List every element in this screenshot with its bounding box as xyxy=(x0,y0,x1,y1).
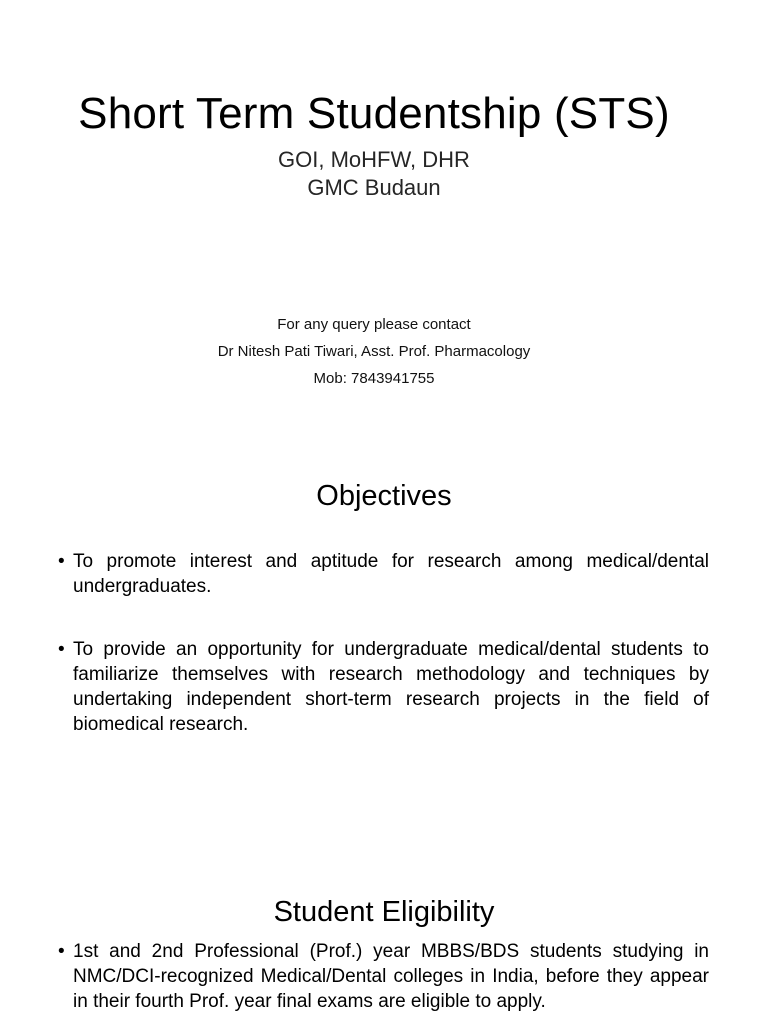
eligibility-item xyxy=(58,939,709,1014)
objective-item xyxy=(58,549,709,599)
objectives-heading: Objectives xyxy=(316,480,452,512)
eligibility-heading: Student Eligibility xyxy=(273,896,495,928)
objective-text: To provide an opportunity for undergraduate medical/dental students to familiarize themselves with research methodology and techniques by undertaking independent short-term research projects in the field of biomedical research. xyxy=(73,639,709,735)
eligibility-text: 1st and 2nd Professional (Prof.) year MBBS/BDS students studying in NMC/DCI-recognized Medical/Dental colleges in India, before they appear in their fourth Prof. year final exams are eligible to apply. xyxy=(73,941,709,1012)
page-title: Short Term Studentship (STS) xyxy=(78,89,670,138)
objective-item xyxy=(58,637,709,737)
bullet-icon: • xyxy=(58,639,65,660)
bullet-icon: • xyxy=(58,941,65,962)
subtitle-college: GMC Budaun xyxy=(307,175,441,200)
contact-intro: For any query please contact xyxy=(277,316,471,333)
objective-text: To promote interest and aptitude for research among medical/dental undergraduates. xyxy=(73,551,709,597)
subtitle-organizations: GOI, MoHFW, DHR xyxy=(278,147,470,172)
contact-phone: Mob: 7843941755 xyxy=(313,370,435,387)
bullet-icon: • xyxy=(58,551,65,572)
contact-person: Dr Nitesh Pati Tiwari, Asst. Prof. Pharmacology xyxy=(217,343,531,360)
